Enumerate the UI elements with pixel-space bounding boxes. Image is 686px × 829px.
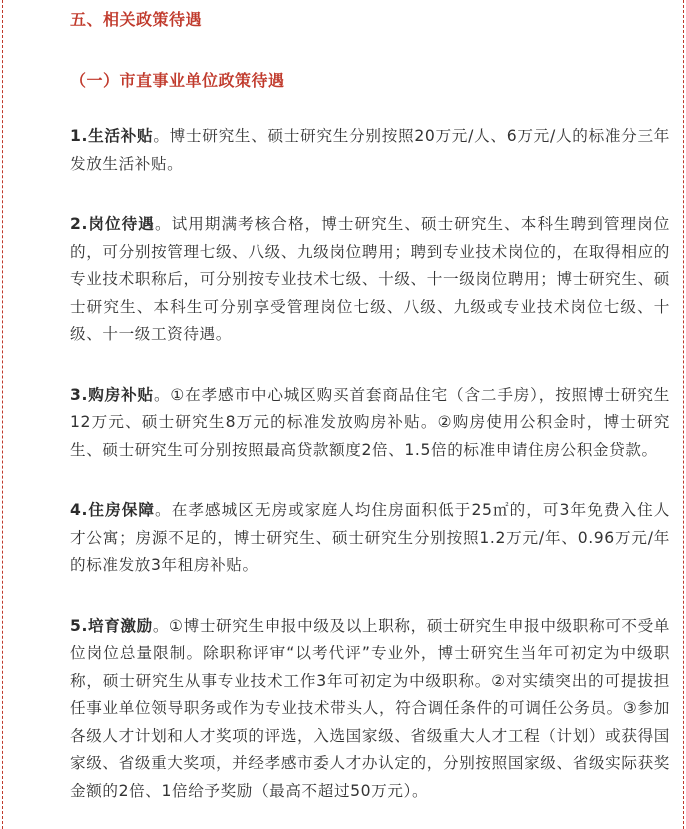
- paragraph-lead: 5.培育激励: [70, 616, 153, 635]
- left-dashed-border: [2, 0, 3, 829]
- subsection-heading: （一）市直事业单位政策待遇: [70, 71, 285, 90]
- paragraph-living-subsidy: [70, 123, 670, 178]
- article-body: [70, 0, 670, 805]
- paragraph-body: 。试用期满考核合格，博士研究生、硕士研究生、本科生聘到管理岗位的，可分别按管理七级、八级、九级岗位聘用；聘到专业技术岗位的，在取得相应的专业技术职称后，可分别按专业技术七级、十级、十一级岗位聘用；博士研究生、硕士研究生、本科生可分别享受管理岗位七级、八级、九级或专业技术岗位七级、十级、十一级工资待遇。: [70, 215, 671, 343]
- paragraph-body: 。博士研究生、硕士研究生分别按照20万元/人、6万元/人的标准分三年发放生活补贴。: [70, 127, 671, 173]
- paragraph-body: 。①博士研究生申报中级及以上职称，硕士研究生申报中级职称可不受单位岗位总量限制。除职称评审“以考代评”专业外，博士研究生当年可初定为中级职称，硕士研究生从事专业技术工作3年可初定为中级职称。②对实绩突出的可提拔担任事业单位领导职务或作为专业技术带头人，符合调任条件的可调任公务员。③参加各级人才计划和人才奖项的评选，入选国家级、省级重大人才工程（计划）或获得国家级、省级重大奖项，并经孝感市委人才办认定的，分别按照国家级、省级实际获奖金额的2倍、1倍给予奖励（最高不超过50万元）。: [70, 616, 670, 800]
- section-heading: 五、相关政策待遇: [70, 10, 203, 29]
- paragraph-body: 。①在孝感市中心城区购买首套商品住宅（含二手房），按照博士研究生12万元、硕士研究生8万元的标准发放购房补贴。②购房使用公积金时，博士研究生、硕士研究生可分别按照最高贷款额度2倍、1.5倍的标准申请住房公积金贷款。: [70, 385, 671, 459]
- paragraph-housing-purchase-subsidy: [70, 382, 670, 465]
- right-dashed-border: [683, 0, 684, 829]
- paragraph-lead: 1.生活补贴: [70, 127, 154, 145]
- paragraph-cultivation-incentives: [70, 613, 670, 806]
- paragraph-lead: 3.购房补贴: [70, 385, 154, 404]
- paragraph-housing-security: [70, 497, 670, 580]
- paragraph-lead: 4.住房保障: [70, 501, 156, 519]
- paragraph-lead: 2.岗位待遇: [70, 215, 155, 233]
- paragraph-position-benefits: [70, 211, 670, 349]
- paragraph-body: 。在孝感城区无房或家庭人均住房面积低于25㎡的，可3年免费入住人才公寓；房源不足的，博士研究生、硕士研究生分别按照1.2万元/年、0.96万元/年的标准发放3年租房补贴。: [70, 501, 670, 574]
